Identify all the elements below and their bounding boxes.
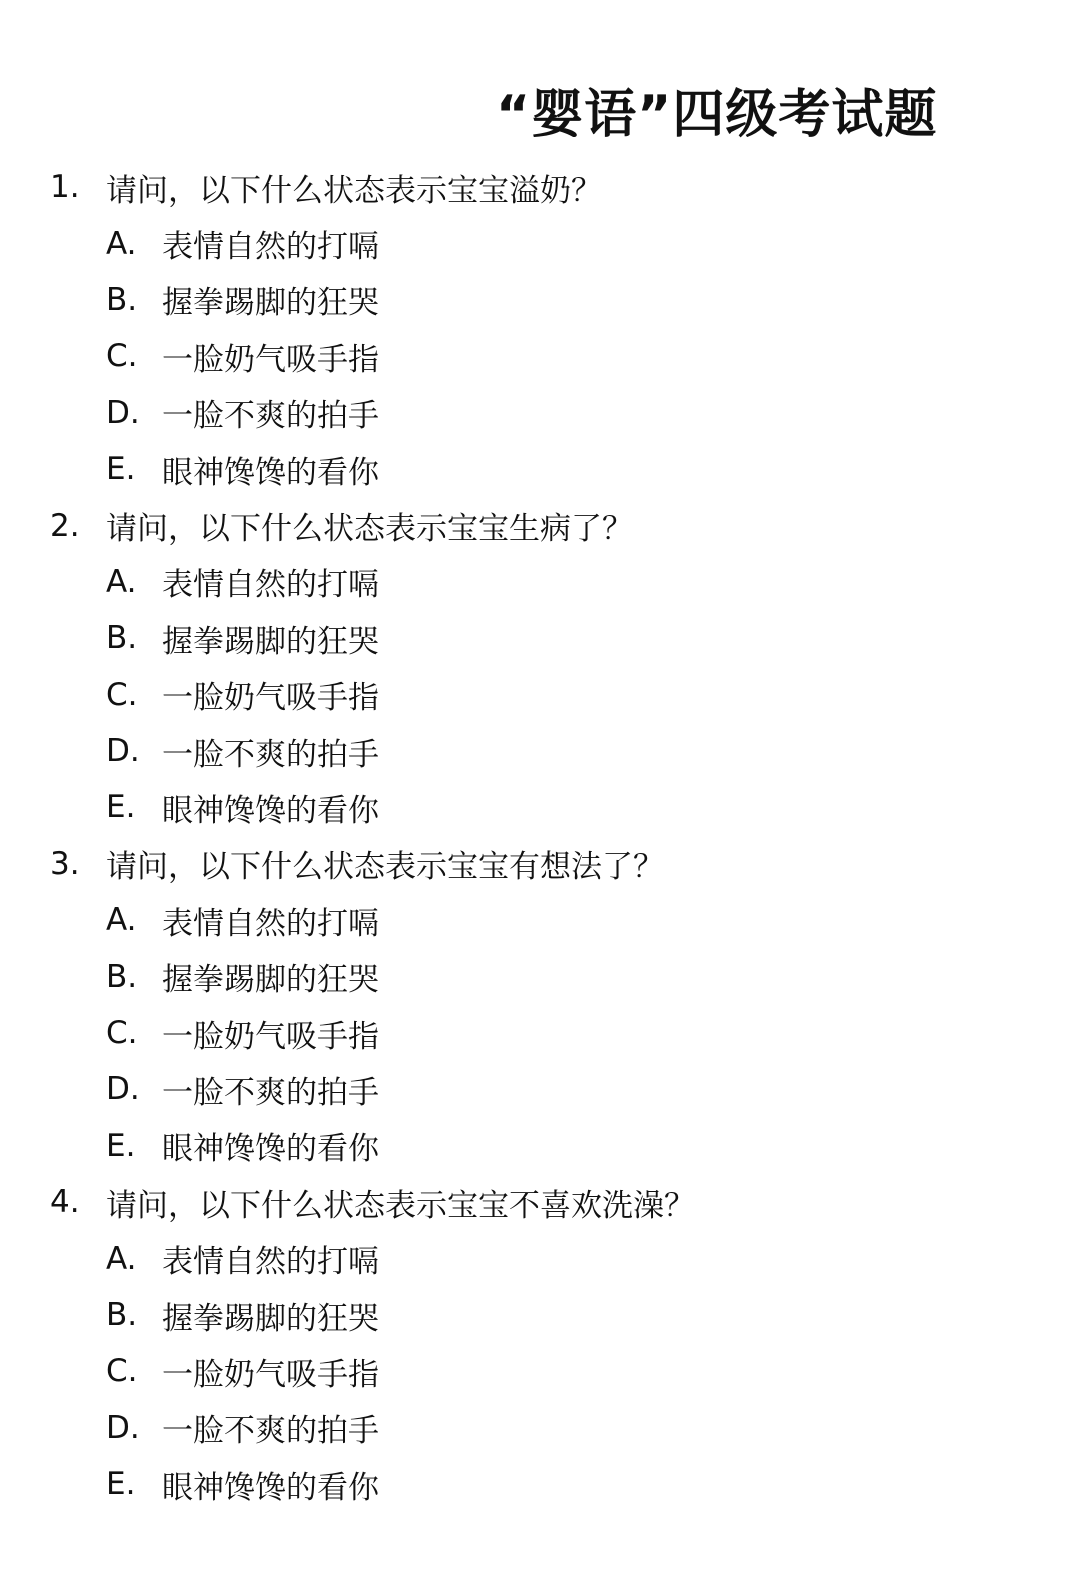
option-row xyxy=(0,610,1080,666)
option-row xyxy=(0,328,1080,384)
option-text: 握拳踢脚的狂哭 xyxy=(162,285,379,322)
option-row xyxy=(0,385,1080,441)
question-1 xyxy=(0,159,1080,497)
question-number: 2. xyxy=(50,507,80,544)
option-row xyxy=(0,554,1080,610)
option-letter: D. xyxy=(106,1071,140,1108)
question-text: 请问，以下什么状态表示宝宝不喜欢洗澡？ xyxy=(106,1187,695,1224)
option-text: 一脸奶气吸手指 xyxy=(162,1356,379,1393)
question-3 xyxy=(0,836,1080,1174)
option-letter: D. xyxy=(106,394,140,431)
option-letter: A. xyxy=(106,902,137,939)
option-letter: B. xyxy=(106,281,138,318)
option-text: 表情自然的打嗝 xyxy=(162,905,379,942)
option-letter: C. xyxy=(106,338,138,375)
option-text: 眼神馋馋的看你 xyxy=(162,792,379,829)
option-row xyxy=(0,1061,1080,1117)
option-letter: E. xyxy=(106,1466,136,1503)
option-letter: C. xyxy=(106,1353,138,1390)
option-row xyxy=(0,1456,1080,1512)
option-text: 一脸奶气吸手指 xyxy=(162,341,379,378)
question-number: 4. xyxy=(50,1184,80,1221)
option-text: 一脸奶气吸手指 xyxy=(162,680,379,717)
option-letter: E. xyxy=(106,451,136,488)
option-letter: B. xyxy=(106,620,138,657)
option-letter: B. xyxy=(106,958,138,995)
option-row xyxy=(0,1400,1080,1456)
option-text: 一脸不爽的拍手 xyxy=(162,736,379,773)
question-4 xyxy=(0,1174,1080,1512)
option-row xyxy=(0,1230,1080,1286)
question-number: 3. xyxy=(50,845,80,882)
option-text: 眼神馋馋的看你 xyxy=(162,454,379,491)
option-text: 一脸不爽的拍手 xyxy=(162,1413,379,1450)
option-letter: E. xyxy=(106,789,136,826)
option-row xyxy=(0,272,1080,328)
option-text: 一脸不爽的拍手 xyxy=(162,398,379,435)
option-row xyxy=(0,779,1080,835)
option-letter: A. xyxy=(106,1240,137,1277)
option-text: 眼神馋馋的看你 xyxy=(162,1131,379,1168)
option-letter: D. xyxy=(106,733,140,770)
question-row xyxy=(0,159,1080,215)
option-text: 握拳踢脚的狂哭 xyxy=(162,623,379,660)
option-text: 握拳踢脚的狂哭 xyxy=(162,1300,379,1337)
option-row xyxy=(0,892,1080,948)
option-letter: B. xyxy=(106,1297,138,1333)
question-text: 请问，以下什么状态表示宝宝有想法了？ xyxy=(106,849,664,886)
option-letter: C. xyxy=(106,676,138,713)
option-row xyxy=(0,1287,1080,1343)
option-letter: A. xyxy=(106,563,137,600)
option-row xyxy=(0,667,1080,723)
option-text: 握拳踢脚的狂哭 xyxy=(162,962,379,999)
question-row xyxy=(0,497,1080,553)
option-row xyxy=(0,441,1080,497)
option-row xyxy=(0,1005,1080,1061)
question-list xyxy=(0,159,1080,1512)
option-letter: D. xyxy=(106,1409,140,1446)
option-text: 表情自然的打嗝 xyxy=(162,567,379,604)
option-text: 表情自然的打嗝 xyxy=(162,229,379,266)
option-text: 表情自然的打嗝 xyxy=(162,1244,379,1281)
option-letter: E. xyxy=(106,1127,136,1164)
question-row xyxy=(0,1174,1080,1230)
option-text: 一脸不爽的拍手 xyxy=(162,1074,379,1111)
question-row xyxy=(0,836,1080,892)
option-row xyxy=(0,948,1080,1004)
page-title: “婴语”四级考试题 xyxy=(496,85,938,145)
question-number: 1. xyxy=(50,169,80,206)
option-row xyxy=(0,723,1080,779)
option-row xyxy=(0,1118,1080,1174)
option-text: 一脸奶气吸手指 xyxy=(162,1018,379,1055)
question-text: 请问，以下什么状态表示宝宝溢奶？ xyxy=(106,172,602,209)
option-row xyxy=(0,215,1080,271)
option-text: 眼神馋馋的看你 xyxy=(162,1469,379,1506)
option-row xyxy=(0,1343,1080,1399)
question-text: 请问，以下什么状态表示宝宝生病了？ xyxy=(106,511,633,548)
option-letter: A. xyxy=(106,225,137,262)
option-letter: C. xyxy=(106,1015,138,1052)
question-2 xyxy=(0,497,1080,835)
